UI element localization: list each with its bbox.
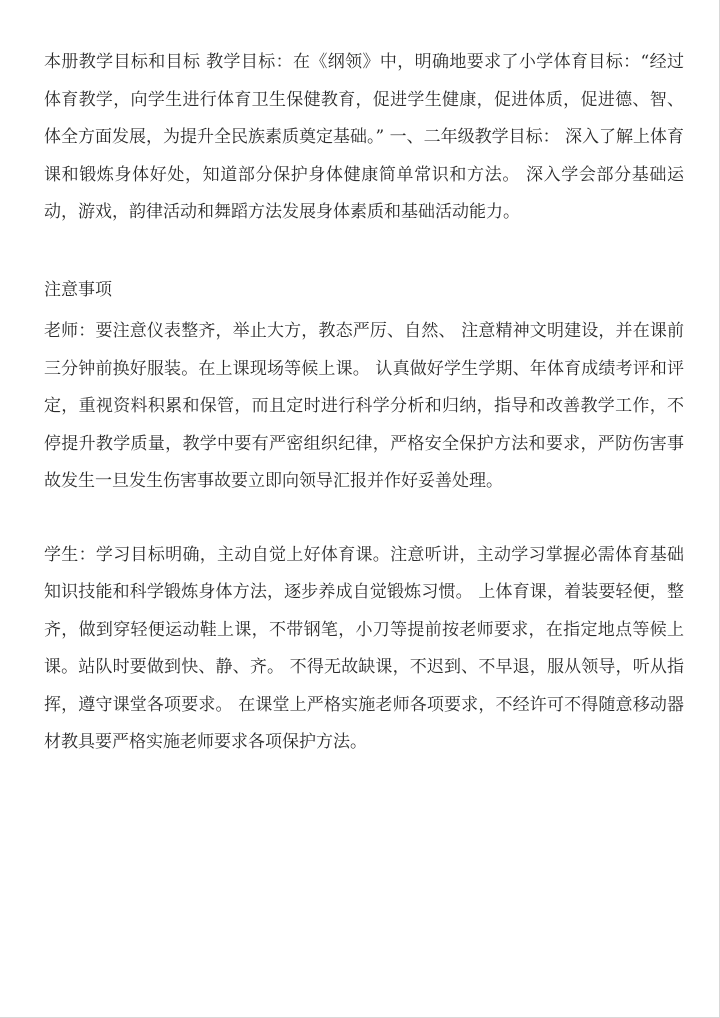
section-heading: 注意事项 (44, 279, 112, 300)
intro-paragraph: 本册教学目标和目标 教学目标：在《纲领》中，明确地要求了小学体育目标：“经过体育教学，向学生进行体育卫生保健教育，促进学生健康，促进体质，促进德、智、体全方面发展，为提升全民族素质奠定基础。” 一、二年级教学目标： 深入了解上体育课和锻炼身体好处，知道部分保护身体健康简单常识和方法。 深入学会部分基础运动，游戏，韵律活动和舞蹈方法发展身体素质和基础活动能力。 (44, 52, 684, 222)
document-body (44, 44, 684, 762)
teacher-paragraph: 老师：要注意仪表整齐，举止大方，教态严厉、自然、 注意精神文明建设，并在课前三分钟前换好服装。在上课现场等候上课。 认真做好学生学期、年体育成绩考评和评定，重视资料积累和保管，而且定时进行科学分析和归纳，指导和改善教学工作，不停提升教学质量，教学中要有严密组织纪律，严格安全保护方法和要求，严防伤害事故发生一旦发生伤害事故要立即向领导汇报并作好妥善处理。 (44, 321, 684, 491)
student-paragraph: 学生：学习目标明确，主动自觉上好体育课。注意听讲，主动学习掌握必需体育基础知识技能和科学锻炼身体方法，逐步养成自觉锻炼习惯。 上体育课，着装要轻便，整齐，做到穿轻便运动鞋上课，不带钢笔，小刀等提前按老师要求，在指定地点等候上课。站队时要做到快、静、齐。 不得无故缺课，不迟到、不早退，服从领导，听从指挥，遵守课堂各项要求。 在课堂上严格实施老师各项要求，不经许可不得随意移动器材教具要严格实施老师要求各项保护方法。 (44, 544, 684, 752)
spacer (44, 501, 684, 537)
spacer (44, 232, 684, 272)
